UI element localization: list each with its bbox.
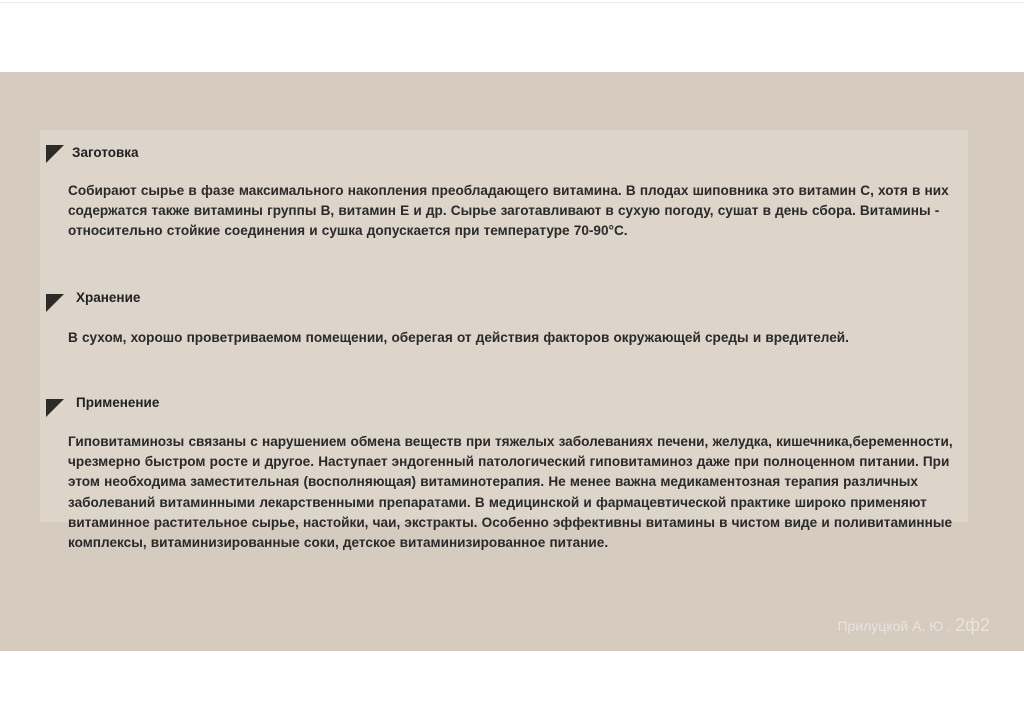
footer-page-number: 2ф2 (955, 615, 990, 635)
slide (0, 72, 1024, 651)
section-marker-icon (46, 294, 64, 312)
slide-footer (837, 615, 990, 636)
section-text-storage: В сухом, хорошо проветриваемом помещении, оберегая от действия факторов окружающей среды и вредителей. (68, 330, 849, 345)
top-divider (0, 2, 1024, 3)
section-heading-harvest: Заготовка (72, 145, 139, 160)
section-heading-storage: Хранение (76, 290, 141, 305)
section-text-harvest: Собирают сырье в фазе максимального накопления преобладающего витамина. В плодах шиповника это витамин С, хотя в них содержатся также витамины группы В, витамин Е и др. Сырье заготавливают в сухую погоду, сушат в день сбора. Витамины - относительно стойкие соединения и сушка допускается при температуре 70-90°С. (68, 183, 949, 239)
section-marker-icon (46, 399, 64, 417)
section-heading-usage: Применение (76, 395, 160, 410)
footer-author: Прилуцкой А. Ю . (837, 618, 952, 634)
section-text-usage: Гиповитаминозы связаны с нарушением обмена веществ при тяжелых заболеваниях печени, желудка, кишечника,беременности, чрезмерно быстром росте и другое. Наступает эндогенный патологический гиповитаминоз даже при полноценном питании. При этом необходима заместительная (восполняющая) витаминотерапия. Не менее важна медикаментозная терапия различных заболеваний витаминными лекарственными препаратами. В медицинской и фармацевтической практике широко применяют витаминное растительное сырье, настойки, чаи, экстракты. Особенно эффективны витамины в чистом виде и поливитаминные комплексы, витаминизированные соки, детское витаминизированное питание. (68, 434, 953, 551)
section-marker-icon (46, 145, 64, 163)
